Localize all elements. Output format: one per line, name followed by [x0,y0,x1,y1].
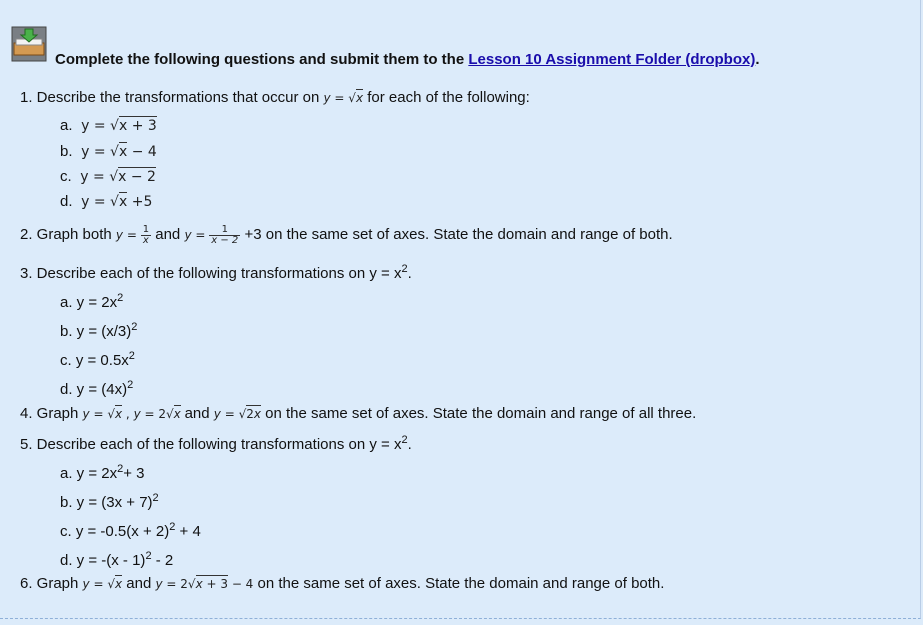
q1-item-d-label: d. [60,193,73,210]
q1-item-b [60,143,157,160]
question-1 [20,89,530,106]
question-4 [20,405,696,422]
q5-item-a-text: a. y = 2x [60,465,118,482]
q5-item-b-exp: 2 [152,492,159,504]
q1-item-a-label: a. [60,117,73,134]
q2-eq2: y = $\frac{1}{x - 2}$ [184,224,239,246]
q4-suffix: on the same set of axes. State the domain and range of all three. [265,405,697,422]
q5-period: . [407,436,412,453]
q3-item-a-exp: 2 [117,292,124,304]
q2-suffix: +3 on the same set of axes. State the domain and range of both. [244,226,673,243]
q1-item-b-equation: y = √x − 4 [76,144,157,160]
q3-item-d [60,379,133,398]
q4-prefix: 4. Graph [20,405,83,422]
q1-item-d [60,193,152,210]
q1-suffix: for each of the following: [367,89,530,106]
question-3 [20,263,412,282]
q2-eq1: y = $\frac{1}{x}$ [115,224,150,246]
question-2 [20,225,673,246]
q1-item-a-equation: y = √x + 3 [76,118,157,134]
q1-item-a [60,117,157,134]
q6-and: and [126,575,156,592]
q1-item-d-equation: y = √x +5 [76,194,153,210]
q4-eq3: y = √2x [213,407,261,421]
q3-item-b [60,321,137,340]
q3-text: 3. Describe each of the following transformations on y = x [20,265,402,282]
q3-item-d-exp: 2 [127,379,134,391]
q5-item-b-text: b. y = (3x + 7) [60,494,153,511]
q5-item-b [60,492,159,511]
q3-period: . [407,265,412,282]
q5-item-d-tail: - 2 [151,552,174,569]
q4-and: and [184,405,210,422]
q1-item-b-label: b. [60,143,73,160]
q3-item-a [60,292,123,311]
assignment-dropbox-icon [10,25,48,63]
question-5 [20,434,412,453]
q5-item-c-exp: 2 [169,521,176,533]
q3-item-b-exp: 2 [131,321,138,333]
q2-and: and [155,226,181,243]
q2-prefix: 2. Graph both [20,226,116,243]
header-text: Complete the following questions and submit them to the [55,51,469,68]
q5-item-a-exp: 2 [117,463,124,475]
q6-suffix: on the same set of axes. State the domain and range of both. [257,575,665,592]
q5-item-d-text: d. y = -(x - 1) [60,552,146,569]
q1-prefix: 1. Describe the transformations that occur on [20,89,324,106]
q6-eq2: y = 2√x + 3 − 4 [155,577,254,591]
q6-prefix: 6. Graph [20,575,83,592]
assignment-folder-link[interactable]: Lesson 10 Assignment Folder (dropbox) [468,51,756,68]
q3-item-d-text: d. y = (4x) [60,381,128,398]
q1-item-c-equation: y = √x − 2 [75,169,156,185]
q3-item-a-text: a. y = 2x [60,294,118,311]
q5-item-c-tail: + 4 [175,523,201,540]
q5-text: 5. Describe each of the following transformations on y = x [20,436,402,453]
q3-item-c-text: c. y = 0.5x [60,352,129,369]
q3-exponent: 2 [401,263,408,275]
q5-item-a-tail: + 3 [123,465,145,482]
q1-equation: y = √x [323,91,364,105]
q5-exponent: 2 [401,434,408,446]
q3-item-b-text: b. y = (x/3) [60,323,132,340]
q5-item-d [60,550,173,569]
q5-item-d-exp: 2 [145,550,152,562]
q3-item-c-exp: 2 [128,350,135,362]
q5-item-c [60,521,201,540]
q1-item-c-label: c. [60,168,72,185]
q5-item-a [60,463,145,482]
q6-eq1: y = √x [82,577,123,591]
question-6 [20,575,664,592]
q5-item-c-text: c. y = -0.5(x + 2) [60,523,170,540]
q4-equations: y = √x , y = 2√x [82,407,181,421]
assignment-header [55,51,760,68]
q1-item-c [60,168,156,185]
q3-item-c [60,350,135,369]
header-period: . [755,51,760,68]
